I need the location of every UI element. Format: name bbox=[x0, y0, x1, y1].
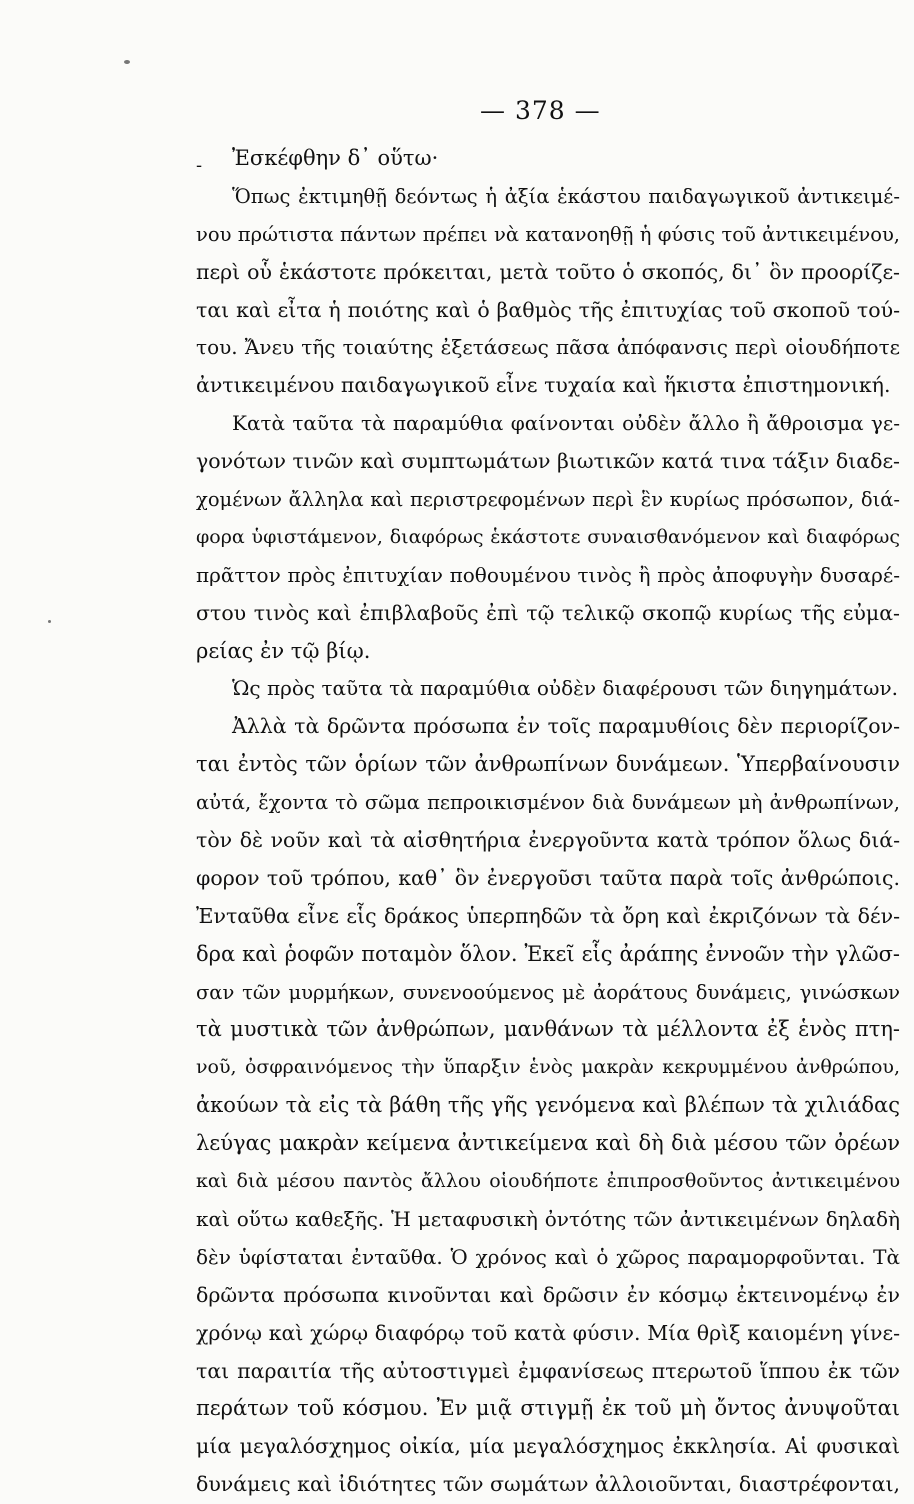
body-text bbox=[196, 140, 900, 1504]
text-line: χρόνῳ καὶ χώρῳ διαφόρῳ τοῦ κατὰ φύσιν. Μία θρὶξ καιομένη γίνε- bbox=[196, 1320, 900, 1345]
text-line: ται παραιτία τῆς αὐτοστιγμεὶ ἐμφανίσεως πτερωτοῦ ἵππου ἐκ τῶν bbox=[196, 1358, 900, 1383]
text-line: ἀντικειμένου παιδαγωγικοῦ εἶνε τυχαία καὶ ἥκιστα ἐπιστημονική. bbox=[196, 373, 891, 398]
text-line: αὐτά, ἔχοντα τὸ σῶμα πεπροικισμένον διὰ δυνάμεων μὴ ἀνθρωπίνων, bbox=[196, 791, 900, 815]
text-line: του. Ἄνευ τῆς τοιαύτης ἐξετάσεως πᾶσα ἀπόφανσις περὶ οἱουδήποτε bbox=[196, 335, 900, 360]
text-line: ἀκούων τὰ εἰς τὰ βάθη τῆς γῆς γενόμενα καὶ βλέπων τὰ χιλιάδας bbox=[196, 1093, 900, 1118]
text-line: δυνάμεις καὶ ἰδιότητες τῶν σωμάτων ἀλλοιοῦνται, διαστρέφονται, bbox=[196, 1472, 900, 1497]
text-line: περὶ οὗ ἑκάστοτε πρόκειται, μετὰ τοῦτο ὁ σκοπός, δι᾽ ὃν προορίζε- bbox=[196, 259, 900, 284]
text-line: μία μεγαλόσχημος οἰκία, μία μεγαλόσχημος ἐκκλησία. Αἱ φυσικαὶ bbox=[196, 1434, 900, 1459]
text-line: Ὅπως ἐκτιμηθῇ δεόντως ἡ ἀξία ἑκάστου παιδαγωγικοῦ ἀντικειμέ- bbox=[232, 184, 900, 208]
text-line: Κατὰ ταῦτα τὰ παραμύθια φαίνονται οὐδὲν ἄλλο ἢ ἄθροισμα γε- bbox=[232, 411, 900, 436]
margin-mark: - bbox=[196, 155, 203, 176]
text-line: ται ἐντὸς τῶν ὁρίων τῶν ἀνθρωπίνων δυνάμεων. Ὑπερβαίνουσιν bbox=[196, 752, 900, 777]
text-line: φορον τοῦ τρόπου, καθ᾽ ὃν ἐνεργοῦσι ταῦτα παρὰ τοῖς ἀνθρώποις. bbox=[196, 865, 900, 890]
text-line: πρᾶττον πρὸς ἐπιτυχίαν ποθουμένου τινὸς ἢ πρὸς ἀποφυγὴν δυσαρέ- bbox=[196, 562, 900, 587]
text-line: στου τινὸς καὶ ἐπιβλαβοῦς ἐπὶ τῷ τελικῷ σκοπῷ κυρίως τῆς εὐμα- bbox=[196, 600, 900, 625]
text-line: τὰ μυστικὰ τῶν ἀνθρώπων, μανθάνων τὰ μέλλοντα ἐξ ἑνὸς πτη- bbox=[196, 1017, 900, 1042]
text-line: λεύγας μακρὰν κείμενα ἀντικείμενα καὶ δὴ διὰ μέσου τῶν ὀρέων bbox=[196, 1131, 900, 1156]
text-line: Ἐσκέφθην δ᾽ οὕτω· bbox=[232, 146, 439, 170]
text-line: Ἀλλὰ τὰ δρῶντα πρόσωπα ἐν τοῖς παραμυθίοις δὲν περιορίζον- bbox=[232, 714, 900, 739]
text-line: νοῦ, ὀσφραινόμενος τὴν ὕπαρξιν ἑνὸς μακρὰν κεκρυμμένου ἀνθρώπου, bbox=[196, 1056, 900, 1079]
text-line: τὸν δὲ νοῦν καὶ τὰ αἰσθητήρια ἐνεργοῦντα κατὰ τρόπον ὅλως διά- bbox=[196, 828, 900, 853]
text-line: φορα ὑφιστάμενον, διαφόρως ἑκάστοτε συναισθανόμενον καὶ διαφόρως bbox=[196, 525, 900, 548]
text-line: γονότων τινῶν καὶ συμπτωμάτων βιωτικῶν κατά τινα τάξιν διαδε- bbox=[196, 449, 900, 474]
text-line: ρείας ἐν τῷ βίῳ. bbox=[196, 638, 371, 663]
print-speck bbox=[124, 60, 130, 64]
text-line: Ὡς πρὸς ταῦτα τὰ παραμύθια οὐδὲν διαφέρουσι τῶν διηγημάτων. bbox=[232, 676, 898, 701]
text-line: Ἐνταῦθα εἶνε εἷς δράκος ὑπερπηδῶν τὰ ὄρη καὶ ἐκριζόνων τὰ δέν- bbox=[196, 903, 900, 928]
text-line: χομένων ἄλληλα καὶ περιστρεφομένων περὶ ἓν κυρίως πρόσωπον, διά- bbox=[196, 488, 900, 512]
text-line: δρα καὶ ῥοφῶν ποταμὸν ὅλον. Ἐκεῖ εἷς ἀράπης ἐννοῶν τὴν γλῶσ- bbox=[196, 941, 900, 966]
text-line: σαν τῶν μυρμήκων, συνενοούμενος μὲ ἀοράτους δυνάμεις, γινώσκων bbox=[196, 980, 900, 1004]
page-number: — 378 — bbox=[480, 96, 601, 125]
text-line: ται καὶ εἶτα ἡ ποιότης καὶ ὁ βαθμὸς τῆς ἐπιτυχίας τοῦ σκοποῦ τού- bbox=[196, 297, 900, 322]
text-line: καὶ διὰ μέσου παντὸς ἄλλου οἱουδήποτε ἐπιπροσθοῦντος ἀντικειμένου bbox=[196, 1170, 900, 1193]
text-line: δὲν ὑφίσταται ἐνταῦθα. Ὁ χρόνος καὶ ὁ χῶρος παραμορφοῦνται. Τὰ bbox=[196, 1244, 900, 1269]
print-speck bbox=[48, 620, 51, 623]
text-line: δρῶντα πρόσωπα κινοῦνται καὶ δρῶσιν ἐν κόσμῳ ἐκτεινομένῳ ἐν bbox=[196, 1282, 900, 1307]
text-line: νου πρώτιστα πάντων πρέπει νὰ κατανοηθῇ ἡ φύσις τοῦ ἀντικειμένου, bbox=[196, 222, 900, 246]
text-line: περάτων τοῦ κόσμου. Ἐν μιᾷ στιγμῇ ἐκ τοῦ μὴ ὄντος ἀνυψοῦται bbox=[196, 1396, 900, 1421]
text-line: καὶ οὕτω καθεξῆς. Ἡ μεταφυσικὴ ὀντότης τῶν ἀντικειμένων δηλαδὴ bbox=[196, 1206, 900, 1231]
